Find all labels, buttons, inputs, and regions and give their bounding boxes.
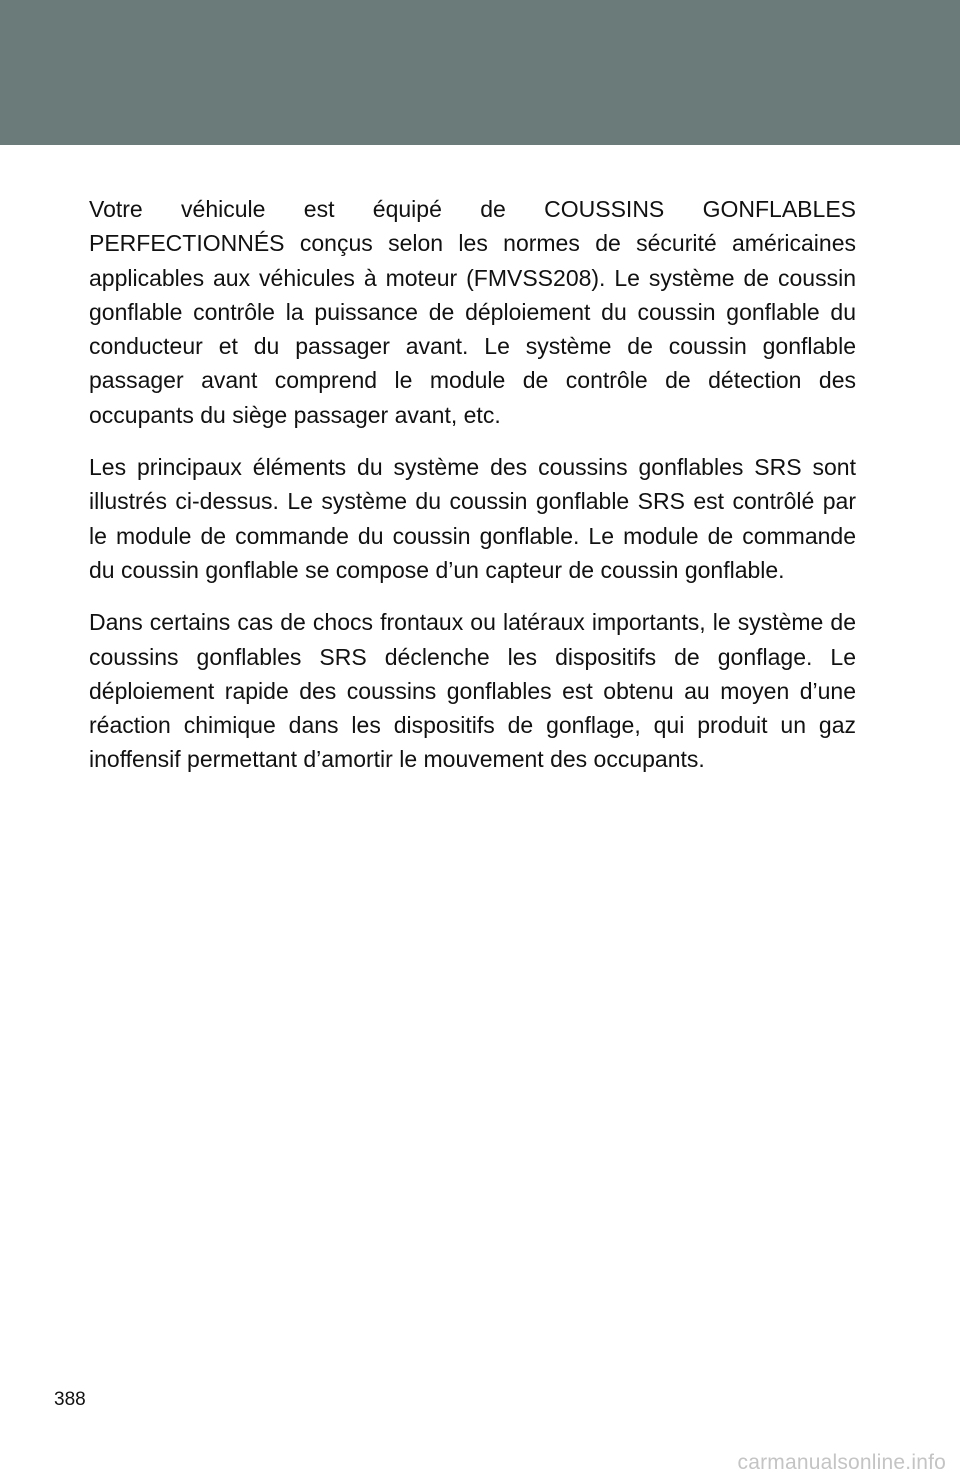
header-band [0,0,960,145]
paragraph-2: Les principaux éléments du système des coussins gonflables SRS sont illustrés ci-dessus. Le système du coussin gonflable SRS est contrôlé par le module de commande du coussin gonflable. Le module de commande du coussin gonflable se compose d’un capteur de coussin gonflable. [89,454,856,583]
watermark: carmanualsonline.info [737,1451,946,1474]
page-number: 388 [54,1389,86,1410]
paragraph-3: Dans certains cas de chocs frontaux ou latéraux importants, le système de coussins gonflables SRS déclenche les dispositifs de gonflage. Le déploiement rapide des coussins gonflables est obtenu au moyen d’une réaction chimique dans les dispositifs de gonflage, qui produit un gaz inoffensif permettant d’amortir le mouvement des occupants. [89,609,856,773]
paragraph-1: Votre véhicule est équipé de COUSSINS GONFLABLES PERFECTIONNÉS conçus selon les normes de sécurité américaines applicables aux véhicules à moteur (FMVSS208). Le système de coussin gonflable contrôle la puissance de déploiement du coussin gonflable du conducteur et du passager avant. Le système de coussin gonflable passager avant comprend le module de contrôle de détection des occupants du siège passager avant, etc. [89,196,856,428]
body-text [89,192,856,795]
